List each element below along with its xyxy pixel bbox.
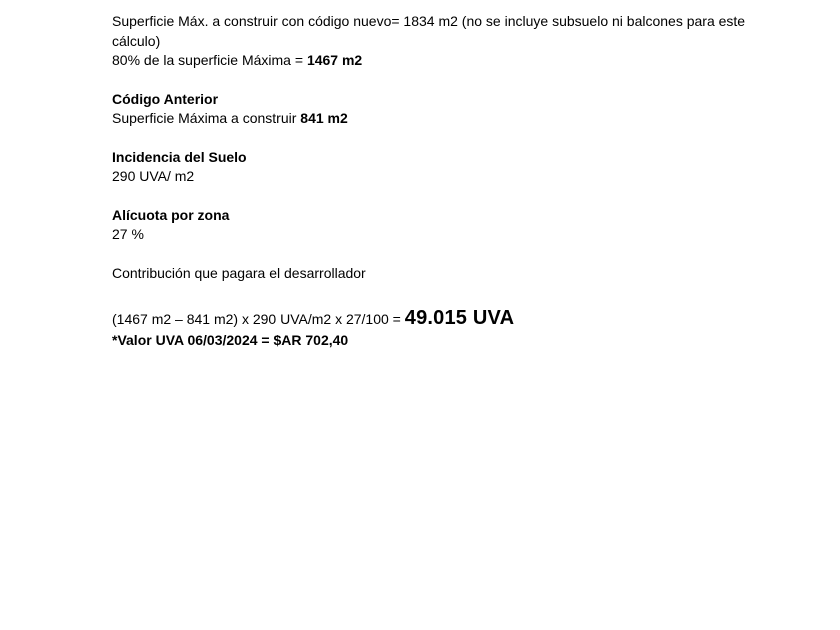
zone-rate-value: 27 % <box>112 226 144 242</box>
previous-code-line <box>112 109 752 129</box>
contribution-formula: (1467 m2 – 841 m2) x 290 UVA/m2 x 27/100 = <box>112 311 405 327</box>
spacer <box>112 283 752 306</box>
land-incidence-heading: Incidencia del Suelo <box>112 148 247 165</box>
document-page <box>112 12 752 351</box>
previous-code-value: 841 m2 <box>300 110 348 126</box>
eighty-percent-label: 80% de la superficie Máxima = <box>112 52 307 68</box>
zone-rate-heading: Alícuota por zona <box>112 206 230 223</box>
spacer <box>112 245 752 264</box>
uva-value-note: *Valor UVA 06/03/2024 = $AR 702,40 <box>112 332 349 348</box>
spacer <box>112 129 752 148</box>
spacer <box>112 71 752 90</box>
eighty-percent-value: 1467 m2 <box>306 52 363 68</box>
previous-code-heading: Código Anterior <box>112 90 219 107</box>
previous-code-label: Superficie Máxima a construir <box>112 110 301 126</box>
contribution-formula-line <box>112 306 752 331</box>
developer-contribution-text: Contribución que pagara el desarrollador <box>112 264 366 281</box>
land-incidence-value: 290 UVA/ m2 <box>112 168 195 184</box>
eighty-percent-line <box>112 51 752 71</box>
max-surface-new-code-text: Superficie Máx. a construir con código nuevo= 1834 m2 (no se incluye subsuelo ni balcones para este cálculo) <box>112 13 746 49</box>
spacer <box>112 187 752 206</box>
contribution-result: 49.015 UVA <box>404 307 515 329</box>
